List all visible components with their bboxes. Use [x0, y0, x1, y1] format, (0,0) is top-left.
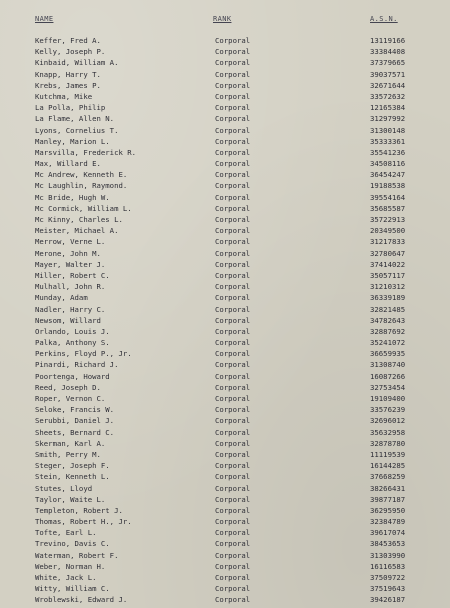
- rank-cell: Corporal: [215, 394, 251, 403]
- rank-cell: Corporal: [215, 159, 251, 169]
- rank-cell: Corporal: [215, 114, 251, 124]
- rank-cell: Corporal: [215, 215, 251, 224]
- asn-cell: 39037571: [370, 69, 406, 79]
- asn-column-header: A.S.N.: [370, 15, 398, 23]
- rank-cell: Corporal: [215, 282, 251, 292]
- rank-cell: Corporal: [215, 584, 251, 594]
- name-cell: Waterman, Robert F.: [35, 550, 119, 560]
- rank-cell: Corporal: [215, 147, 251, 157]
- roster-row: [0, 460, 450, 471]
- rank-cell: Corporal: [215, 237, 251, 247]
- asn-cell: 33576239: [370, 405, 406, 415]
- asn-cell: 36339189: [370, 293, 406, 303]
- rank-cell: Corporal: [215, 494, 251, 504]
- asn-cell: 39617074: [370, 528, 406, 538]
- roster-row: [0, 91, 450, 102]
- roster-row: [0, 236, 450, 247]
- asn-cell: 32671644: [370, 80, 406, 90]
- name-cell: Templeton, Robert J.: [35, 505, 123, 515]
- name-cell: Thomas, Robert H., Jr.: [35, 517, 132, 527]
- asn-cell: 16144285: [370, 461, 406, 471]
- rank-cell: Corporal: [215, 539, 251, 549]
- roster-row: [0, 281, 450, 292]
- rank-cell: Corporal: [215, 360, 251, 370]
- name-cell: Manley, Marion L.: [35, 136, 110, 146]
- asn-cell: 32753454: [370, 382, 406, 392]
- asn-cell: 16087266: [370, 371, 406, 381]
- rank-cell: Corporal: [215, 69, 251, 79]
- asn-cell: 31217833: [370, 237, 406, 247]
- name-cell: Sheets, Bernard C.: [35, 427, 115, 437]
- asn-cell: 19188538: [370, 181, 406, 191]
- asn-cell: 31300148: [370, 125, 406, 135]
- roster-row: [0, 125, 450, 136]
- asn-cell: 20349500: [370, 226, 406, 236]
- name-cell: Marsvilla, Frederick R.: [35, 147, 137, 157]
- name-cell: Taylor, Waite L.: [35, 494, 106, 504]
- name-cell: Kelly, Joseph P.: [35, 47, 106, 57]
- asn-cell: 35241072: [370, 338, 406, 348]
- name-cell: La Polla, Philip: [35, 103, 106, 113]
- name-cell: Max, Willard E.: [35, 159, 101, 169]
- name-column-header: NAME: [35, 15, 54, 23]
- asn-cell: 37379665: [370, 58, 406, 68]
- roster-row: [0, 326, 450, 337]
- rank-cell: Corporal: [215, 304, 251, 314]
- asn-cell: 37519643: [370, 584, 406, 594]
- name-cell: Perkins, Floyd P., Jr.: [35, 349, 132, 359]
- name-cell: Reed, Joseph D.: [35, 382, 101, 392]
- rank-cell: Corporal: [215, 170, 251, 180]
- roster-row: [0, 292, 450, 303]
- name-cell: Smith, Perry M.: [35, 449, 101, 459]
- name-cell: Roper, Vernon C.: [35, 394, 106, 403]
- roster-row: [0, 136, 450, 147]
- rank-cell: Corporal: [215, 36, 251, 45]
- asn-cell: 35057117: [370, 270, 406, 280]
- name-cell: Tofte, Earl L.: [35, 528, 97, 538]
- rank-cell: Corporal: [215, 103, 251, 113]
- roster-row: [0, 169, 450, 180]
- roster-list: [0, 35, 450, 606]
- name-cell: Steger, Joseph F.: [35, 461, 110, 471]
- name-cell: Krebs, James P.: [35, 80, 101, 90]
- roster-row: [0, 315, 450, 326]
- asn-cell: 32780647: [370, 248, 406, 258]
- rank-cell: Corporal: [215, 505, 251, 515]
- rank-cell: Corporal: [215, 192, 251, 202]
- rank-cell: Corporal: [215, 371, 251, 381]
- name-cell: Merrow, Verne L.: [35, 237, 106, 247]
- roster-row: [0, 449, 450, 460]
- roster-row: [0, 270, 450, 281]
- name-cell: Pinardi, Richard J.: [35, 360, 119, 370]
- name-cell: Mayer, Walter J.: [35, 259, 106, 269]
- asn-cell: 13119166: [370, 36, 406, 45]
- roster-row: [0, 57, 450, 68]
- rank-cell: Corporal: [215, 315, 251, 325]
- name-cell: Stutes, Lloyd: [35, 483, 93, 493]
- roster-row: [0, 438, 450, 449]
- name-cell: Orlando, Louis J.: [35, 326, 110, 336]
- roster-row: [0, 483, 450, 494]
- asn-cell: 36454247: [370, 170, 406, 180]
- rank-cell: Corporal: [215, 91, 251, 101]
- asn-cell: 31303990: [370, 550, 406, 560]
- rank-cell: Corporal: [215, 405, 251, 415]
- roster-row: [0, 80, 450, 91]
- rank-cell: Corporal: [215, 561, 251, 571]
- asn-cell: 31308740: [370, 360, 406, 370]
- asn-cell: 31297992: [370, 114, 406, 124]
- name-cell: Skerman, Karl A.: [35, 438, 106, 448]
- rank-cell: Corporal: [215, 326, 251, 336]
- asn-cell: 39426187: [370, 595, 406, 605]
- roster-row: [0, 594, 450, 605]
- name-cell: Kutchma, Mike: [35, 91, 93, 101]
- name-cell: Mulhall, John R.: [35, 282, 106, 292]
- rank-cell: Corporal: [215, 349, 251, 359]
- asn-cell: 32878780: [370, 438, 406, 448]
- name-cell: Lyons, Cornelius T.: [35, 125, 119, 135]
- rank-cell: Corporal: [215, 248, 251, 258]
- rank-cell: Corporal: [215, 382, 251, 392]
- name-cell: Nadler, Harry C.: [35, 304, 106, 314]
- name-cell: Stein, Kenneth L.: [35, 472, 110, 482]
- roster-row: [0, 102, 450, 113]
- asn-cell: 35685587: [370, 203, 406, 213]
- name-cell: Mc Bride, Hugh W.: [35, 192, 110, 202]
- roster-row: [0, 337, 450, 348]
- rank-cell: Corporal: [215, 483, 251, 493]
- asn-cell: 38453653: [370, 539, 406, 549]
- roster-row: [0, 527, 450, 538]
- asn-cell: 12165384: [370, 103, 406, 113]
- roster-row: [0, 415, 450, 426]
- rank-cell: Corporal: [215, 550, 251, 560]
- roster-row: [0, 113, 450, 124]
- roster-row: [0, 180, 450, 191]
- asn-cell: 34782643: [370, 315, 406, 325]
- roster-row: [0, 359, 450, 370]
- roster-row: [0, 158, 450, 169]
- asn-cell: 35541236: [370, 147, 406, 157]
- rank-cell: Corporal: [215, 181, 251, 191]
- name-cell: Seloke, Francis W.: [35, 405, 115, 415]
- asn-cell: 33384408: [370, 47, 406, 57]
- roster-row: [0, 583, 450, 594]
- name-cell: Meister, Michael A.: [35, 226, 119, 236]
- rank-cell: Corporal: [215, 472, 251, 482]
- asn-cell: 37668259: [370, 472, 406, 482]
- name-cell: Mc Andrew, Kenneth E.: [35, 170, 128, 180]
- name-cell: Keffer, Fred A.: [35, 36, 101, 45]
- roster-row: [0, 371, 450, 382]
- rank-cell: Corporal: [215, 338, 251, 348]
- name-cell: Knapp, Harry T.: [35, 69, 101, 79]
- asn-cell: 36295950: [370, 505, 406, 515]
- rank-column-header: RANK: [213, 15, 232, 23]
- rank-cell: Corporal: [215, 58, 251, 68]
- asn-cell: 37509722: [370, 573, 406, 582]
- rank-cell: Corporal: [215, 416, 251, 426]
- name-cell: Kinbaid, William A.: [35, 58, 119, 68]
- roster-row: [0, 471, 450, 482]
- asn-cell: 32384789: [370, 517, 406, 527]
- name-cell: Mc Kinny, Charles L.: [35, 215, 123, 224]
- rank-cell: Corporal: [215, 203, 251, 213]
- name-cell: Newsom, Willard: [35, 315, 101, 325]
- asn-cell: 32821485: [370, 304, 406, 314]
- asn-cell: 32696012: [370, 416, 406, 426]
- asn-cell: 35632958: [370, 427, 406, 437]
- roster-row: [0, 147, 450, 158]
- roster-row: [0, 494, 450, 505]
- roster-row: [0, 203, 450, 214]
- roster-row: [0, 572, 450, 583]
- roster-row: [0, 393, 450, 404]
- rank-cell: Corporal: [215, 125, 251, 135]
- rank-cell: Corporal: [215, 517, 251, 527]
- asn-cell: 34508116: [370, 159, 406, 169]
- asn-cell: 11119539: [370, 449, 406, 459]
- name-cell: Mc Cormick, William L.: [35, 203, 132, 213]
- name-cell: Merone, John M.: [35, 248, 101, 258]
- name-cell: Palka, Anthony S.: [35, 338, 110, 348]
- roster-row: [0, 214, 450, 225]
- asn-cell: 36659935: [370, 349, 406, 359]
- rank-cell: Corporal: [215, 461, 251, 471]
- asn-cell: 39554164: [370, 192, 406, 202]
- roster-row: [0, 382, 450, 393]
- rank-cell: Corporal: [215, 438, 251, 448]
- roster-row: [0, 69, 450, 80]
- rank-cell: Corporal: [215, 573, 251, 582]
- name-cell: Mc Laughlin, Raymond.: [35, 181, 128, 191]
- roster-row: [0, 248, 450, 259]
- rank-cell: Corporal: [215, 427, 251, 437]
- roster-row: [0, 259, 450, 270]
- name-cell: La Flame, Allen N.: [35, 114, 115, 124]
- roster-row: [0, 304, 450, 315]
- roster-row: [0, 516, 450, 527]
- name-cell: Weber, Norman H.: [35, 561, 106, 571]
- asn-cell: 35333361: [370, 136, 406, 146]
- name-cell: White, Jack L.: [35, 573, 97, 582]
- rank-cell: Corporal: [215, 270, 251, 280]
- name-cell: Miller, Robert C.: [35, 270, 110, 280]
- name-cell: Witty, William C.: [35, 584, 110, 594]
- roster-row: [0, 404, 450, 415]
- name-cell: Trevino, Davis C.: [35, 539, 110, 549]
- rank-cell: Corporal: [215, 595, 251, 605]
- name-cell: Serubbi, Daniel J.: [35, 416, 115, 426]
- rank-cell: Corporal: [215, 259, 251, 269]
- rank-cell: Corporal: [215, 80, 251, 90]
- roster-row: [0, 561, 450, 572]
- asn-cell: 37414022: [370, 259, 406, 269]
- rank-cell: Corporal: [215, 449, 251, 459]
- rank-cell: Corporal: [215, 528, 251, 538]
- name-cell: Wroblewski, Edward J.: [35, 595, 128, 605]
- rank-cell: Corporal: [215, 293, 251, 303]
- asn-cell: 32887692: [370, 326, 406, 336]
- roster-row: [0, 427, 450, 438]
- roster-row: [0, 46, 450, 57]
- rank-cell: Corporal: [215, 47, 251, 57]
- roster-row: [0, 35, 450, 46]
- roster-row: [0, 225, 450, 236]
- rank-cell: Corporal: [215, 226, 251, 236]
- roster-row: [0, 192, 450, 203]
- roster-row: [0, 550, 450, 561]
- name-cell: Poortenga, Howard: [35, 371, 110, 381]
- asn-cell: 19109400: [370, 394, 406, 403]
- asn-cell: 16116583: [370, 561, 406, 571]
- roster-row: [0, 538, 450, 549]
- roster-row: [0, 348, 450, 359]
- asn-cell: 31210312: [370, 282, 406, 292]
- asn-cell: 38266431: [370, 483, 406, 493]
- asn-cell: 35722913: [370, 215, 406, 224]
- name-cell: Munday, Adam: [35, 293, 88, 303]
- roster-row: [0, 505, 450, 516]
- rank-cell: Corporal: [215, 136, 251, 146]
- asn-cell: 33572632: [370, 91, 406, 101]
- asn-cell: 39877187: [370, 494, 406, 504]
